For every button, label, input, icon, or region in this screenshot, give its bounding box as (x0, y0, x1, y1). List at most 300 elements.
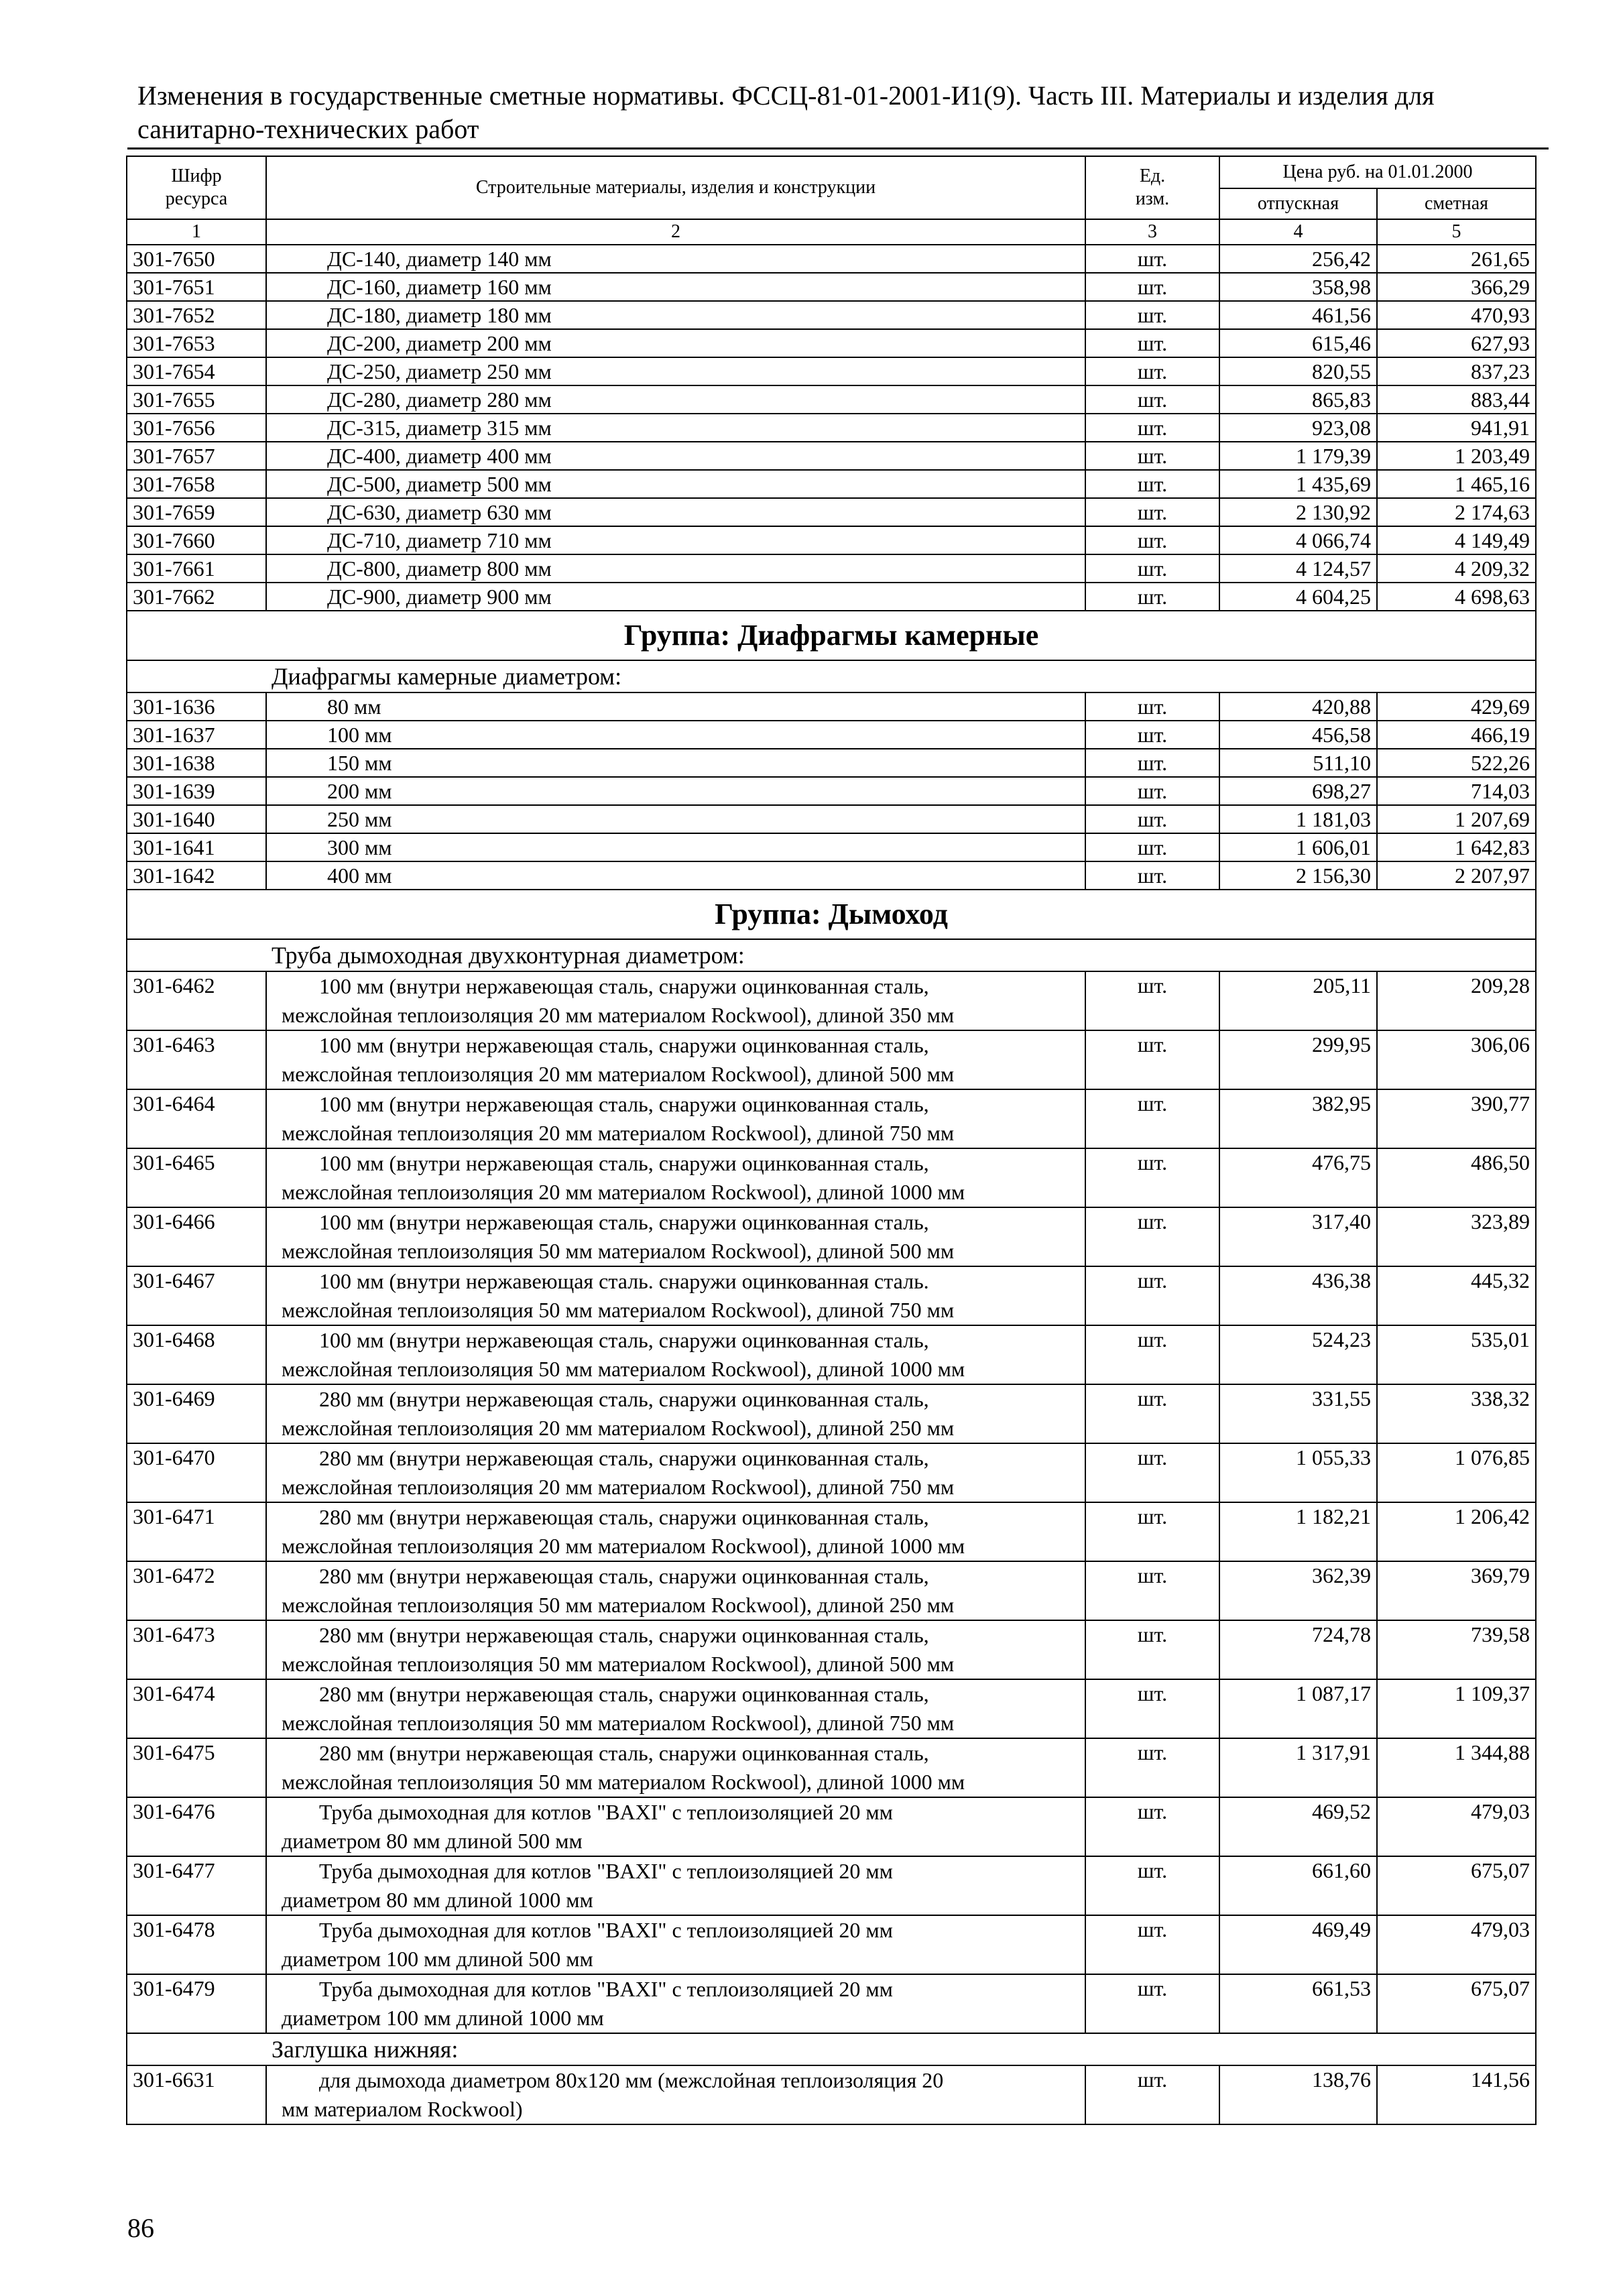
material-name-line-2: диаметром 80 мм длиной 500 мм (282, 1829, 583, 1853)
table-row (127, 1207, 1536, 1266)
material-name (266, 1974, 1085, 2033)
unit-cell: шт. (1085, 329, 1219, 357)
unit-cell: шт. (1085, 442, 1219, 470)
material-name-line-2: межслойная теплоизоляция 20 мм материалом Rockwool), длиной 250 мм (282, 1416, 955, 1440)
wholesale-price: 299,95 (1219, 1030, 1377, 1089)
wholesale-price: 1 182,21 (1219, 1502, 1377, 1561)
unit-cell: шт. (1085, 498, 1219, 526)
wholesale-price: 1 179,39 (1219, 442, 1377, 470)
table-row (127, 329, 1536, 357)
unit-cell: шт. (1085, 1089, 1219, 1148)
wholesale-price: 1 606,01 (1219, 833, 1377, 861)
material-name-line-1: 280 мм (внутри нержавеющая сталь, снаружи оцинкованная сталь, (319, 1564, 929, 1588)
material-name (266, 1207, 1085, 1266)
unit-cell: шт. (1085, 470, 1219, 498)
column-number: 4 (1219, 219, 1377, 245)
material-name-line-2: межслойная теплоизоляция 50 мм материалом Rockwool), длиной 750 мм (282, 1711, 955, 1735)
resource-code: 301-7659 (127, 498, 266, 526)
resource-code: 301-6470 (127, 1443, 266, 1502)
table-row (127, 861, 1536, 890)
estimate-price: 338,32 (1377, 1384, 1536, 1443)
unit-cell: шт. (1085, 1679, 1219, 1738)
material-name-line-2: межслойная теплоизоляция 20 мм материалом Rockwool), длиной 1000 мм (282, 1534, 965, 1558)
material-name-line-1: 100 мм (внутри нержавеющая сталь. снаружи оцинкованная сталь. (319, 1269, 929, 1293)
estimate-price: 323,89 (1377, 1207, 1536, 1266)
material-name-line-2: межслойная теплоизоляция 20 мм материалом Rockwool), длиной 1000 мм (282, 1180, 965, 1204)
table-row (127, 1443, 1536, 1502)
unit-cell: шт. (1085, 2065, 1219, 2124)
estimate-price: 470,93 (1377, 301, 1536, 329)
material-name (266, 971, 1085, 1030)
estimate-price: 1 203,49 (1377, 442, 1536, 470)
wholesale-price: 923,08 (1219, 414, 1377, 442)
estimate-price: 1 642,83 (1377, 833, 1536, 861)
unit-cell: шт. (1085, 692, 1219, 721)
resource-code: 301-6473 (127, 1620, 266, 1679)
material-name (266, 1915, 1085, 1974)
estimate-price: 522,26 (1377, 749, 1536, 777)
resource-code: 301-7660 (127, 526, 266, 554)
resource-code: 301-1641 (127, 833, 266, 861)
table-row (127, 1620, 1536, 1679)
resource-code: 301-6463 (127, 1030, 266, 1089)
estimate-price: 486,50 (1377, 1148, 1536, 1207)
material-name-line-2: диаметром 100 мм длиной 1000 мм (282, 2006, 604, 2030)
material-name-line-2: межслойная теплоизоляция 50 мм материалом Rockwool), длиной 750 мм (282, 1298, 955, 1322)
material-name: ДС-200, диаметр 200 мм (266, 329, 1085, 357)
material-name-line-1: 100 мм (внутри нержавеющая сталь, снаружи оцинкованная сталь, (319, 974, 929, 998)
wholesale-price: 4 066,74 (1219, 526, 1377, 554)
estimate-price: 369,79 (1377, 1561, 1536, 1620)
resource-code: 301-6469 (127, 1384, 266, 1443)
estimate-price: 479,03 (1377, 1797, 1536, 1856)
wholesale-price: 1 181,03 (1219, 805, 1377, 833)
resource-code: 301-1642 (127, 861, 266, 890)
ds-rows (127, 245, 1536, 611)
table-row (127, 1030, 1536, 1089)
material-name-line-1: Труба дымоходная для котлов "BAXI" с теплоизоляцией 20 мм (319, 1800, 893, 1824)
wholesale-price: 511,10 (1219, 749, 1377, 777)
group-diaphragms (127, 611, 1536, 692)
material-name-line-1: 280 мм (внутри нержавеющая сталь, снаружи оцинкованная сталь, (319, 1741, 929, 1765)
table-row (127, 833, 1536, 861)
table-row (127, 1797, 1536, 1856)
material-name (266, 1502, 1085, 1561)
wholesale-price: 2 130,92 (1219, 498, 1377, 526)
resource-code: 301-7661 (127, 554, 266, 583)
unit-cell: шт. (1085, 301, 1219, 329)
material-name (266, 1561, 1085, 1620)
column-number: 2 (266, 219, 1085, 245)
wholesale-price: 205,11 (1219, 971, 1377, 1030)
material-name (266, 1148, 1085, 1207)
material-name-line-2: диаметром 80 мм длиной 1000 мм (282, 1888, 593, 1912)
material-name-line-2: межслойная теплоизоляция 20 мм материалом Rockwool), длиной 500 мм (282, 1062, 955, 1086)
header-price-cell: Цена руб. на 01.01.2000 (1219, 156, 1536, 188)
resource-code: 301-6479 (127, 1974, 266, 2033)
material-name (266, 1797, 1085, 1856)
estimate-price: 535,01 (1377, 1325, 1536, 1384)
estimate-price: 209,28 (1377, 971, 1536, 1030)
resource-code: 301-7655 (127, 385, 266, 414)
table-row (127, 805, 1536, 833)
resource-code: 301-7657 (127, 442, 266, 470)
estimate-price: 1 206,42 (1377, 1502, 1536, 1561)
material-name: ДС-500, диаметр 500 мм (266, 470, 1085, 498)
unit-cell: шт. (1085, 1384, 1219, 1443)
table-row (127, 692, 1536, 721)
header-unit-cell (1085, 156, 1219, 219)
material-name-line-2: мм материалом Rockwool) (282, 2097, 523, 2121)
material-name-line-1: 100 мм (внутри нержавеющая сталь, снаружи оцинкованная сталь, (319, 1151, 929, 1175)
material-name: 250 мм (266, 805, 1085, 833)
table-row (127, 1325, 1536, 1384)
wholesale-price: 820,55 (1219, 357, 1377, 385)
table-row (127, 245, 1536, 273)
resource-code: 301-7651 (127, 273, 266, 301)
unit-cell: шт. (1085, 721, 1219, 749)
estimate-price: 141,56 (1377, 2065, 1536, 2124)
wholesale-price: 461,56 (1219, 301, 1377, 329)
unit-cell: шт. (1085, 1207, 1219, 1266)
estimate-price: 883,44 (1377, 385, 1536, 414)
material-name: ДС-630, диаметр 630 мм (266, 498, 1085, 526)
estimate-price: 4 209,32 (1377, 554, 1536, 583)
wholesale-price: 524,23 (1219, 1325, 1377, 1384)
material-name-line-1: 280 мм (внутри нержавеющая сталь, снаружи оцинкованная сталь, (319, 1387, 929, 1411)
material-name-line-1: 280 мм (внутри нержавеющая сталь, снаружи оцинкованная сталь, (319, 1682, 929, 1706)
unit-cell: шт. (1085, 1797, 1219, 1856)
group-title: Группа: Дымоход (127, 890, 1536, 939)
table-header (127, 156, 1536, 245)
header-code-line-2: ресурса (165, 188, 228, 209)
table-row (127, 1679, 1536, 1738)
unit-cell: шт. (1085, 1325, 1219, 1384)
resource-code: 301-6471 (127, 1502, 266, 1561)
page-title-line-1: Изменения в государственные сметные нормативы. ФССЦ-81-01-2001-И1(9). Часть III. Материалы и изделия для (137, 80, 1435, 111)
estimate-price: 739,58 (1377, 1620, 1536, 1679)
table-row (127, 554, 1536, 583)
estimate-price: 1 465,16 (1377, 470, 1536, 498)
table-row (127, 301, 1536, 329)
table-row (127, 2065, 1536, 2124)
unit-cell: шт. (1085, 1620, 1219, 1679)
table-row (127, 721, 1536, 749)
material-name: ДС-180, диаметр 180 мм (266, 301, 1085, 329)
material-name: 200 мм (266, 777, 1085, 805)
unit-cell: шт. (1085, 777, 1219, 805)
table-row (127, 498, 1536, 526)
unit-cell: шт. (1085, 805, 1219, 833)
material-name: 400 мм (266, 861, 1085, 890)
table-row (127, 1266, 1536, 1325)
wholesale-price: 362,39 (1219, 1561, 1377, 1620)
unit-cell: шт. (1085, 526, 1219, 554)
unit-cell: шт. (1085, 971, 1219, 1030)
resource-code: 301-6465 (127, 1148, 266, 1207)
material-name (266, 1384, 1085, 1443)
estimate-price: 2 207,97 (1377, 861, 1536, 890)
material-name-line-2: диаметром 100 мм длиной 500 мм (282, 1947, 593, 1971)
estimate-price: 1 344,88 (1377, 1738, 1536, 1797)
material-name: ДС-280, диаметр 280 мм (266, 385, 1085, 414)
wholesale-price: 1 055,33 (1219, 1443, 1377, 1502)
material-name (266, 2065, 1085, 2124)
material-name (266, 1325, 1085, 1384)
estimate-price: 837,23 (1377, 357, 1536, 385)
material-name-line-2: межслойная теплоизоляция 50 мм материалом Rockwool), длиной 1000 мм (282, 1357, 965, 1381)
title-rule (127, 147, 1549, 149)
group-title: Группа: Диафрагмы камерные (127, 611, 1536, 660)
material-name-line-1: для дымохода диаметром 80х120 мм (межслойная теплоизоляция 20 (319, 2068, 944, 2092)
estimate-price: 390,77 (1377, 1089, 1536, 1148)
unit-cell: шт. (1085, 1266, 1219, 1325)
estimate-price: 466,19 (1377, 721, 1536, 749)
material-name-line-2: межслойная теплоизоляция 20 мм материалом Rockwool), длиной 750 мм (282, 1121, 955, 1145)
column-number: 5 (1377, 219, 1536, 245)
wholesale-price: 358,98 (1219, 273, 1377, 301)
material-name (266, 1620, 1085, 1679)
table-row (127, 1856, 1536, 1915)
resource-code: 301-7653 (127, 329, 266, 357)
table-row (127, 385, 1536, 414)
unit-cell: шт. (1085, 385, 1219, 414)
material-name-line-1: Труба дымоходная для котлов "BAXI" с теплоизоляцией 20 мм (319, 1918, 893, 1942)
unit-cell: шт. (1085, 1030, 1219, 1089)
estimate-price: 1 109,37 (1377, 1679, 1536, 1738)
table-row (127, 414, 1536, 442)
material-name-line-2: межслойная теплоизоляция 50 мм материалом Rockwool), длиной 500 мм (282, 1652, 955, 1676)
header-wholesale-cell: отпускная (1219, 188, 1377, 219)
material-name-line-1: 280 мм (внутри нержавеющая сталь, снаружи оцинкованная сталь, (319, 1505, 929, 1529)
estimate-price: 1 207,69 (1377, 805, 1536, 833)
estimate-price: 675,07 (1377, 1974, 1536, 2033)
unit-cell: шт. (1085, 1443, 1219, 1502)
resource-code: 301-6467 (127, 1266, 266, 1325)
estimate-price: 941,91 (1377, 414, 1536, 442)
material-name: ДС-800, диаметр 800 мм (266, 554, 1085, 583)
group-plug (127, 2033, 1536, 2065)
wholesale-price: 4 124,57 (1219, 554, 1377, 583)
unit-cell: шт. (1085, 357, 1219, 385)
wholesale-price: 256,42 (1219, 245, 1377, 273)
material-name-line-2: межслойная теплоизоляция 20 мм материалом Rockwool), длиной 750 мм (282, 1475, 955, 1499)
estimate-price: 366,29 (1377, 273, 1536, 301)
estimate-price: 429,69 (1377, 692, 1536, 721)
table-row (127, 583, 1536, 611)
material-name-line-2: межслойная теплоизоляция 50 мм материалом Rockwool), длиной 500 мм (282, 1239, 955, 1263)
wholesale-price: 2 156,30 (1219, 861, 1377, 890)
unit-cell: шт. (1085, 1915, 1219, 1974)
table-row (127, 1148, 1536, 1207)
header-code-line-1: Шифр (171, 166, 222, 186)
wholesale-price: 476,75 (1219, 1148, 1377, 1207)
material-name (266, 1030, 1085, 1089)
material-name: ДС-710, диаметр 710 мм (266, 526, 1085, 554)
resource-code: 301-7658 (127, 470, 266, 498)
column-number-row (127, 219, 1536, 245)
unit-cell: шт. (1085, 1738, 1219, 1797)
table-row (127, 1384, 1536, 1443)
unit-cell: шт. (1085, 583, 1219, 611)
wholesale-price: 317,40 (1219, 1207, 1377, 1266)
material-name (266, 1679, 1085, 1738)
wholesale-price: 469,49 (1219, 1915, 1377, 1974)
wholesale-price: 469,52 (1219, 1797, 1377, 1856)
table-row (127, 749, 1536, 777)
resource-code: 301-6478 (127, 1915, 266, 1974)
material-name (266, 1738, 1085, 1797)
unit-cell: шт. (1085, 1974, 1219, 2033)
resource-code: 301-7650 (127, 245, 266, 273)
wholesale-price: 661,60 (1219, 1856, 1377, 1915)
estimate-price: 261,65 (1377, 245, 1536, 273)
material-name (266, 1089, 1085, 1148)
material-name (266, 1856, 1085, 1915)
material-name-line-2: межслойная теплоизоляция 50 мм материалом Rockwool), длиной 1000 мм (282, 1770, 965, 1794)
unit-cell: шт. (1085, 749, 1219, 777)
table-row (127, 1561, 1536, 1620)
wholesale-price: 4 604,25 (1219, 583, 1377, 611)
material-name: ДС-140, диаметр 140 мм (266, 245, 1085, 273)
resource-code: 301-6462 (127, 971, 266, 1030)
resource-code: 301-6474 (127, 1679, 266, 1738)
table-row (127, 470, 1536, 498)
resource-code: 301-6464 (127, 1089, 266, 1148)
resource-code: 301-1639 (127, 777, 266, 805)
estimate-price: 445,32 (1377, 1266, 1536, 1325)
chimney-rows (127, 971, 1536, 2033)
header-name-cell: Строительные материалы, изделия и конструкции (266, 156, 1085, 219)
resource-code: 301-1637 (127, 721, 266, 749)
unit-cell: шт. (1085, 1561, 1219, 1620)
resource-code: 301-6477 (127, 1856, 266, 1915)
estimate-price: 306,06 (1377, 1030, 1536, 1089)
material-name-line-1: 100 мм (внутри нержавеющая сталь, снаружи оцинкованная сталь, (319, 1033, 929, 1057)
material-name: 300 мм (266, 833, 1085, 861)
estimate-price: 4 698,63 (1377, 583, 1536, 611)
material-name: ДС-900, диаметр 900 мм (266, 583, 1085, 611)
group-chimney (127, 890, 1536, 971)
material-name: ДС-160, диаметр 160 мм (266, 273, 1085, 301)
wholesale-price: 456,58 (1219, 721, 1377, 749)
header-unit-line-2: изм. (1135, 188, 1170, 209)
estimate-price: 627,93 (1377, 329, 1536, 357)
material-name: 80 мм (266, 692, 1085, 721)
header-unit-line-1: Ед. (1139, 166, 1166, 186)
unit-cell: шт. (1085, 1502, 1219, 1561)
table-row (127, 273, 1536, 301)
estimate-price: 675,07 (1377, 1856, 1536, 1915)
price-table (126, 156, 1537, 2125)
subgroup-title: Диафрагмы камерные диаметром: (127, 660, 1536, 692)
material-name (266, 1266, 1085, 1325)
material-name: ДС-400, диаметр 400 мм (266, 442, 1085, 470)
material-name-line-2: межслойная теплоизоляция 50 мм материалом Rockwool), длиной 250 мм (282, 1593, 955, 1617)
table-row (127, 526, 1536, 554)
wholesale-price: 331,55 (1219, 1384, 1377, 1443)
wholesale-price: 138,76 (1219, 2065, 1377, 2124)
subgroup-title: Заглушка нижняя: (127, 2033, 1536, 2065)
resource-code: 301-6468 (127, 1325, 266, 1384)
table-row (127, 1974, 1536, 2033)
header-code-cell (127, 156, 266, 219)
resource-code: 301-7662 (127, 583, 266, 611)
material-name: ДС-315, диаметр 315 мм (266, 414, 1085, 442)
wholesale-price: 1 087,17 (1219, 1679, 1377, 1738)
table-row (127, 971, 1536, 1030)
resource-code: 301-1636 (127, 692, 266, 721)
table-row (127, 1089, 1536, 1148)
resource-code: 301-6466 (127, 1207, 266, 1266)
material-name-line-1: Труба дымоходная для котлов "BAXI" с теплоизоляцией 20 мм (319, 1977, 893, 2001)
resource-code: 301-6476 (127, 1797, 266, 1856)
resource-code: 301-7652 (127, 301, 266, 329)
material-name: ДС-250, диаметр 250 мм (266, 357, 1085, 385)
wholesale-price: 1 435,69 (1219, 470, 1377, 498)
table-row (127, 1915, 1536, 1974)
unit-cell: шт. (1085, 1148, 1219, 1207)
resource-code: 301-1640 (127, 805, 266, 833)
plug-rows (127, 2065, 1536, 2124)
wholesale-price: 661,53 (1219, 1974, 1377, 2033)
resource-code: 301-1638 (127, 749, 266, 777)
material-name-line-1: 100 мм (внутри нержавеющая сталь, снаружи оцинкованная сталь, (319, 1328, 929, 1352)
wholesale-price: 382,95 (1219, 1089, 1377, 1148)
material-name-line-1: 280 мм (внутри нержавеющая сталь, снаружи оцинкованная сталь, (319, 1446, 929, 1470)
unit-cell: шт. (1085, 414, 1219, 442)
resource-code: 301-7656 (127, 414, 266, 442)
material-name: 150 мм (266, 749, 1085, 777)
unit-cell: шт. (1085, 833, 1219, 861)
wholesale-price: 698,27 (1219, 777, 1377, 805)
wholesale-price: 615,46 (1219, 329, 1377, 357)
unit-cell: шт. (1085, 861, 1219, 890)
estimate-price: 2 174,63 (1377, 498, 1536, 526)
material-name: 100 мм (266, 721, 1085, 749)
table-row (127, 1738, 1536, 1797)
table-row (127, 777, 1536, 805)
column-number: 3 (1085, 219, 1219, 245)
column-number: 1 (127, 219, 266, 245)
page-title-line-2: санитарно-технических работ (137, 114, 479, 144)
material-name (266, 1443, 1085, 1502)
wholesale-price: 420,88 (1219, 692, 1377, 721)
header-estimate-cell: сметная (1377, 188, 1536, 219)
estimate-price: 479,03 (1377, 1915, 1536, 1974)
material-name-line-1: Труба дымоходная для котлов "BAXI" с теплоизоляцией 20 мм (319, 1859, 893, 1883)
resource-code: 301-6631 (127, 2065, 266, 2124)
estimate-price: 1 076,85 (1377, 1443, 1536, 1502)
page-number: 86 (127, 2213, 154, 2243)
estimate-price: 4 149,49 (1377, 526, 1536, 554)
diaphragm-rows (127, 692, 1536, 890)
subgroup-title: Труба дымоходная двухконтурная диаметром: (127, 939, 1536, 971)
resource-code: 301-7654 (127, 357, 266, 385)
table-row (127, 357, 1536, 385)
unit-cell: шт. (1085, 245, 1219, 273)
table-row (127, 1502, 1536, 1561)
unit-cell: шт. (1085, 273, 1219, 301)
wholesale-price: 865,83 (1219, 385, 1377, 414)
unit-cell: шт. (1085, 554, 1219, 583)
wholesale-price: 436,38 (1219, 1266, 1377, 1325)
estimate-price: 714,03 (1377, 777, 1536, 805)
material-name-line-1: 100 мм (внутри нержавеющая сталь, снаружи оцинкованная сталь, (319, 1092, 929, 1116)
table-row (127, 442, 1536, 470)
material-name-line-1: 100 мм (внутри нержавеющая сталь, снаружи оцинкованная сталь, (319, 1210, 929, 1234)
material-name-line-1: 280 мм (внутри нержавеющая сталь, снаружи оцинкованная сталь, (319, 1623, 929, 1647)
